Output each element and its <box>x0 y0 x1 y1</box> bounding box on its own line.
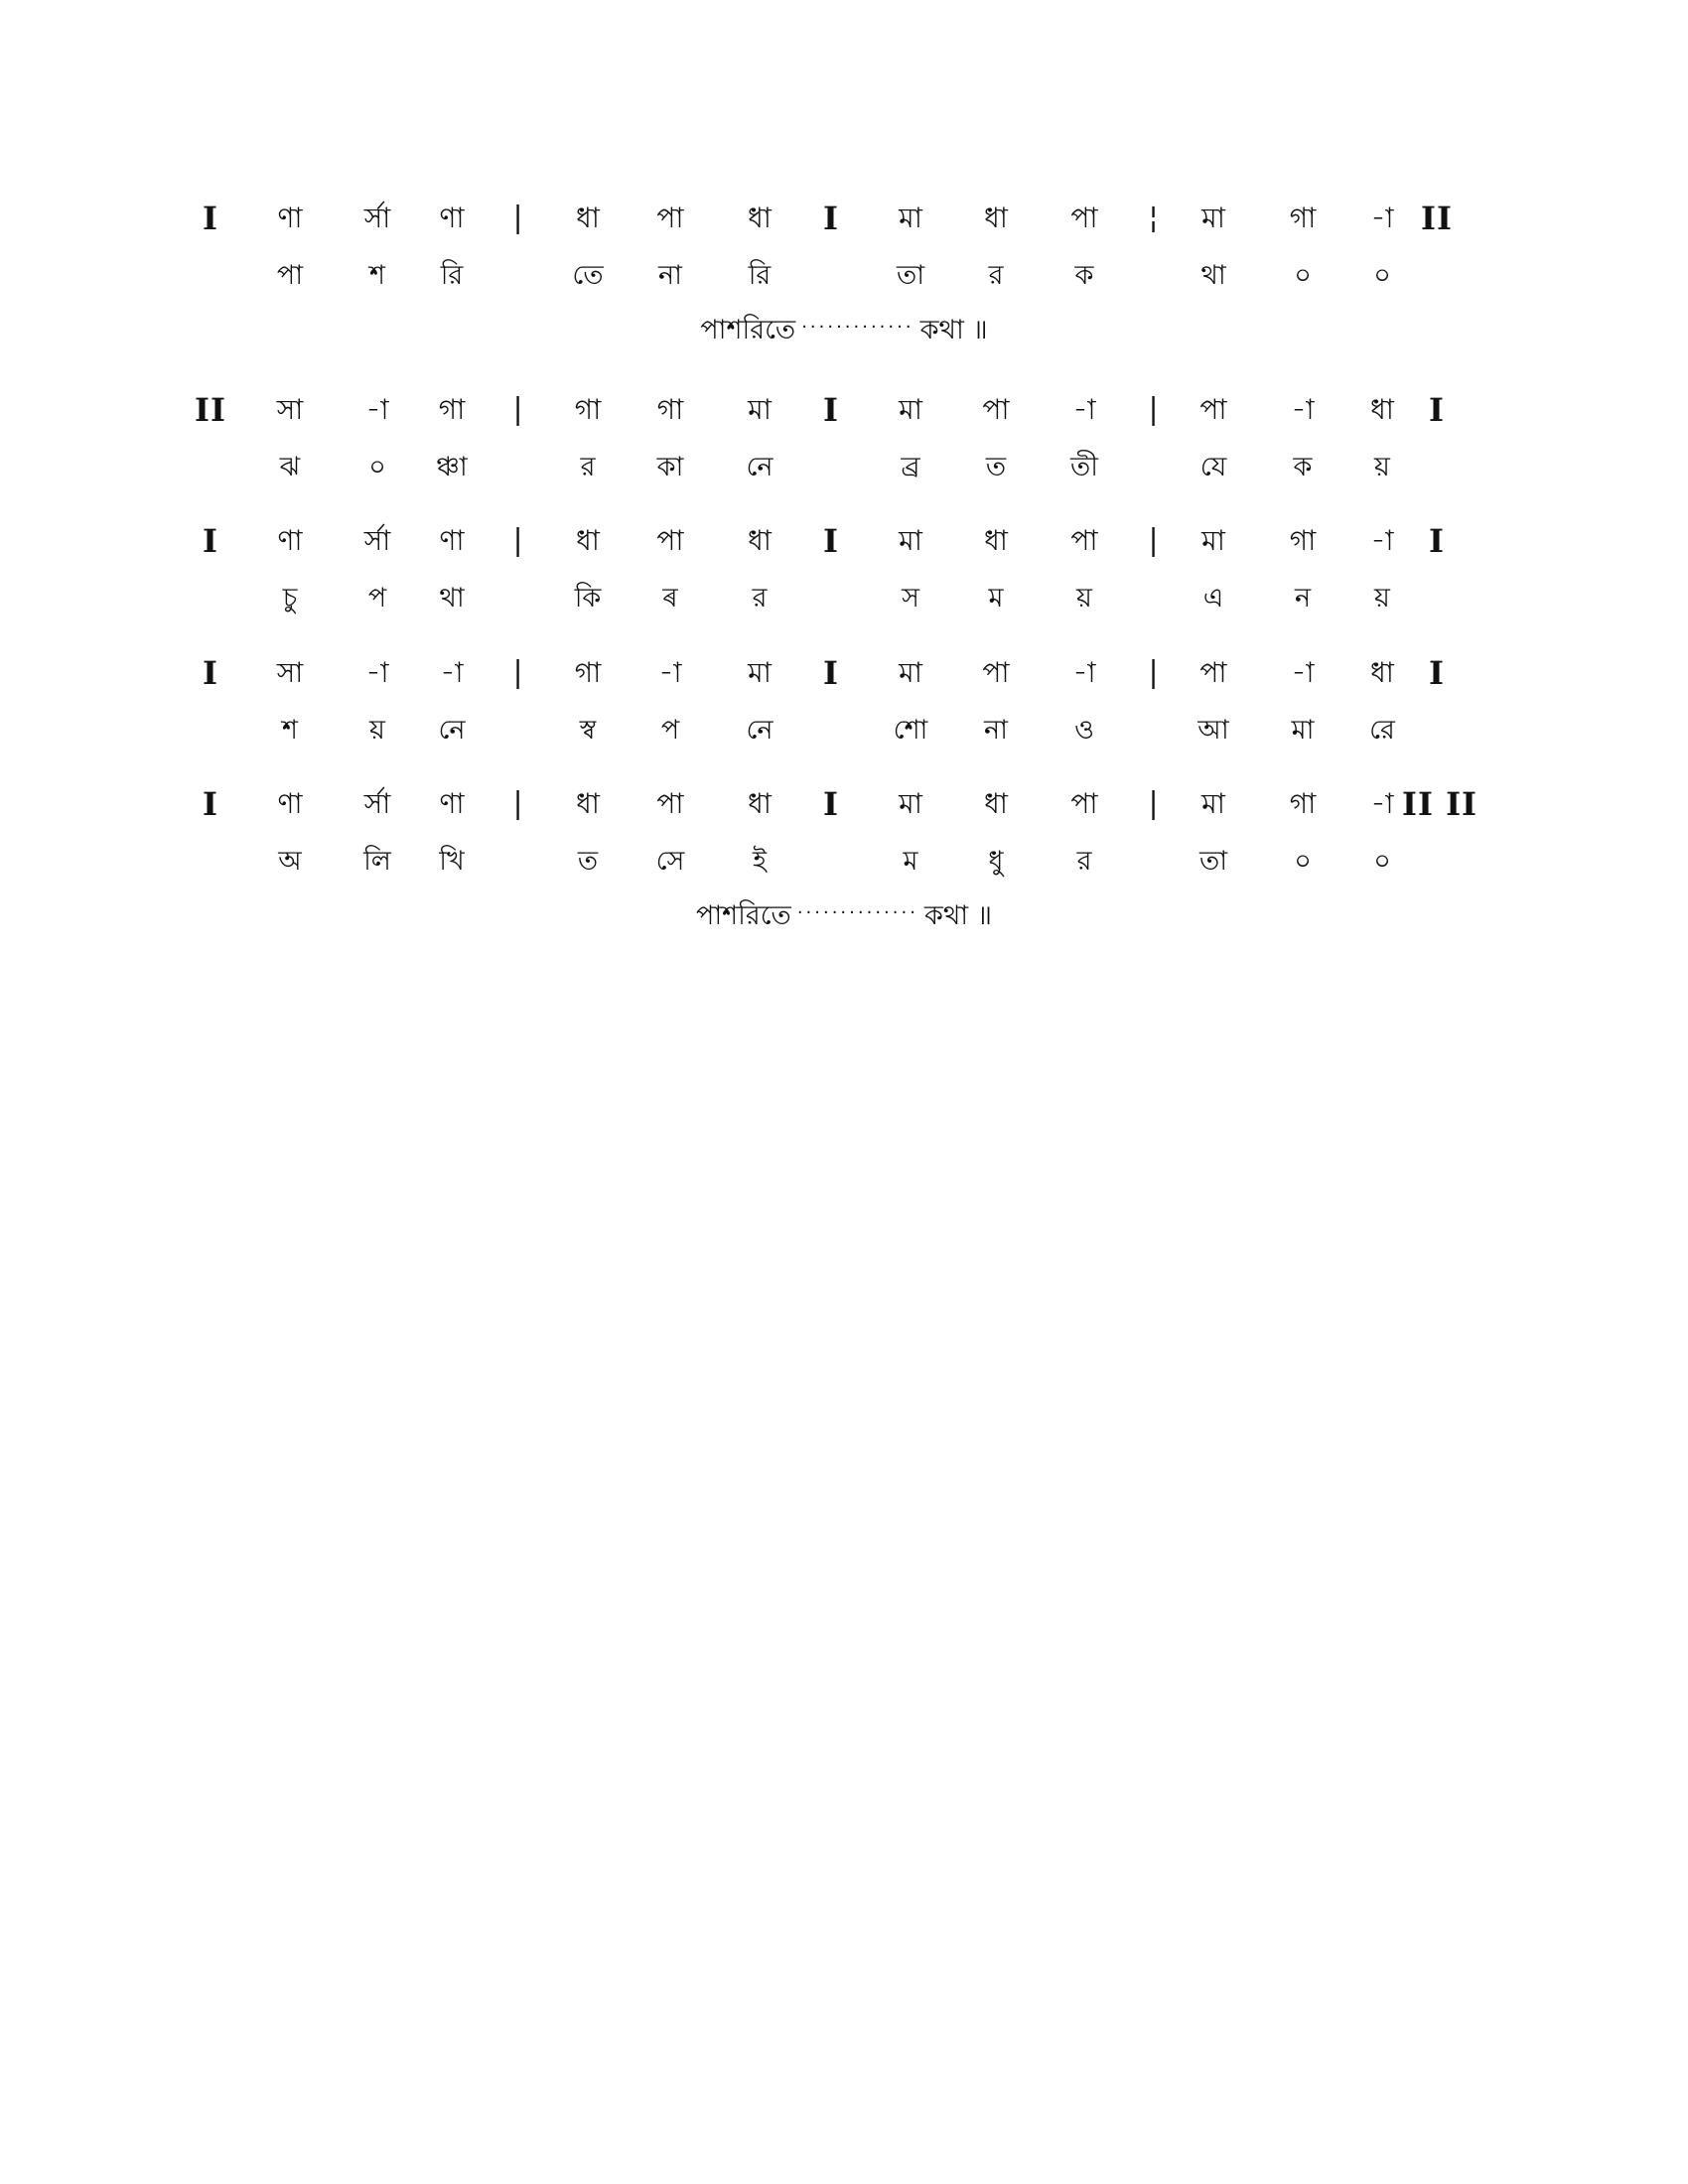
lyric-row <box>0 837 1688 887</box>
swara-note: ণা <box>439 787 465 820</box>
swara-note: পা <box>1070 787 1098 820</box>
lyric-row <box>0 251 1688 301</box>
lyric-syllable: র <box>1076 846 1092 877</box>
lyric-syllable: মা <box>1291 715 1315 746</box>
bar-line: I <box>823 785 839 823</box>
refrain-start: পাশরিতে <box>700 315 796 345</box>
bar-line: I <box>203 200 218 237</box>
bar-line: II II <box>1402 785 1478 823</box>
swara-note: র্সা <box>363 202 391 234</box>
swara-note: ধা <box>1370 656 1394 689</box>
bar-line: | <box>1148 523 1160 558</box>
swara-note: গা <box>656 393 684 426</box>
swara-note: -া <box>440 656 464 689</box>
swara-note: পা <box>656 202 684 234</box>
lyric-syllable: শ <box>282 715 298 746</box>
swara-note: ধা <box>576 524 600 557</box>
lyric-syllable: ম <box>988 583 1004 614</box>
bar-line: | <box>1148 392 1160 427</box>
lyric-syllable: রে <box>1369 715 1395 746</box>
lyric-syllable: ন <box>1294 583 1312 614</box>
lyric-syllable: যে <box>1199 452 1227 482</box>
lyric-syllable: চু <box>282 583 298 614</box>
swara-note: ণা <box>439 202 465 234</box>
refrain-line <box>0 893 1688 936</box>
refrain-line <box>0 308 1688 350</box>
swara-note: গা <box>574 656 602 689</box>
bar-line: | <box>512 786 524 821</box>
swara-row <box>0 779 1688 829</box>
swara-note: ধা <box>1370 393 1394 426</box>
bar-line: I <box>823 391 839 429</box>
swara-note: র্সা <box>363 787 391 820</box>
lyric-syllable: তী <box>1070 452 1098 482</box>
swara-note: ণা <box>439 524 465 557</box>
swara-row <box>0 194 1688 243</box>
swara-note: ধা <box>748 202 772 234</box>
lyric-syllable: রি <box>748 260 772 291</box>
lyric-syllable: ঝ <box>279 452 301 482</box>
lyric-syllable: ০ <box>1294 260 1312 291</box>
lyric-syllable: ক <box>1293 452 1313 482</box>
bar-line: I <box>203 654 218 692</box>
swara-note: ণা <box>277 787 303 820</box>
bar-line: | <box>1148 786 1160 821</box>
lyric-syllable: য় <box>1374 583 1390 614</box>
lyric-syllable: য় <box>1374 452 1390 482</box>
bar-line: I <box>823 522 839 560</box>
swara-note: মা <box>899 656 922 689</box>
swara-note: ধা <box>748 787 772 820</box>
bar-line: I <box>1429 654 1445 692</box>
bar-line: I <box>823 200 839 237</box>
bar-line: | <box>512 392 524 427</box>
lyric-syllable: এ <box>1202 583 1224 614</box>
lyric-syllable: না <box>984 715 1008 746</box>
refrain-end: কথা ॥ <box>923 900 992 931</box>
lyric-syllable: শ <box>369 260 385 291</box>
swara-note: পা <box>656 524 684 557</box>
swara-note: পা <box>982 393 1010 426</box>
lyric-syllable: ০ <box>1294 846 1312 877</box>
lyric-syllable: র <box>752 583 768 614</box>
swara-note: -া <box>1370 524 1394 557</box>
swara-note: পা <box>656 787 684 820</box>
swara-note: মা <box>899 202 922 234</box>
swara-note: -া <box>1291 393 1315 426</box>
swara-note: ধা <box>984 787 1008 820</box>
lyric-syllable: ০ <box>1373 260 1391 291</box>
lyric-syllable: তে <box>572 260 604 291</box>
swara-note: গা <box>574 393 602 426</box>
lyric-syllable: র <box>580 452 596 482</box>
lyric-syllable: ও <box>1074 715 1094 746</box>
swara-note: মা <box>748 393 772 426</box>
lyric-syllable: কা <box>656 452 684 482</box>
lyric-syllable: ম <box>903 846 918 877</box>
lyric-syllable: ০ <box>368 452 386 482</box>
swara-note: ণা <box>277 524 303 557</box>
lyric-syllable: না <box>658 260 682 291</box>
swara-note: -া <box>1370 787 1394 820</box>
swara-note: মা <box>899 524 922 557</box>
lyric-syllable: অ <box>278 846 302 877</box>
lyric-syllable: স <box>902 583 919 614</box>
swara-note: ধা <box>576 202 600 234</box>
bar-line: II <box>195 391 226 429</box>
bar-line: II <box>1421 200 1453 237</box>
swara-note: মা <box>899 787 922 820</box>
lyric-row <box>0 443 1688 492</box>
lyric-syllable: স্ব <box>579 715 597 746</box>
swara-note: গা <box>1289 787 1317 820</box>
bar-line: I <box>1429 391 1445 429</box>
bar-line: | <box>512 523 524 558</box>
swara-note: -া <box>1370 202 1394 234</box>
swara-note: পা <box>1199 656 1227 689</box>
swara-note: ধা <box>748 524 772 557</box>
swara-note: -া <box>1072 393 1096 426</box>
lyric-syllable: র <box>988 260 1004 291</box>
lyric-syllable: পা <box>276 260 304 291</box>
lyric-syllable: ই <box>752 846 768 877</box>
swara-note: র্সা <box>363 524 391 557</box>
swara-row <box>0 516 1688 566</box>
swara-note: মা <box>899 393 922 426</box>
lyric-syllable: ঞ্চা <box>436 452 468 482</box>
swara-row <box>0 648 1688 698</box>
swara-note: মা <box>1201 202 1225 234</box>
swara-note: -া <box>1291 656 1315 689</box>
swara-note: ধা <box>576 787 600 820</box>
swara-note: পা <box>982 656 1010 689</box>
swara-note: ধা <box>984 202 1008 234</box>
lyric-syllable: আ <box>1197 715 1229 746</box>
bar-line: I <box>203 522 218 560</box>
bar-line: I <box>1429 522 1445 560</box>
swara-note: ণা <box>277 202 303 234</box>
bar-line: | <box>1148 655 1160 690</box>
swara-note: গা <box>1289 524 1317 557</box>
swara-note: -া <box>365 656 389 689</box>
lyric-syllable: নে <box>438 715 466 746</box>
lyric-syllable: ক <box>1074 260 1094 291</box>
swara-note: ধা <box>984 524 1008 557</box>
lyric-row <box>0 706 1688 755</box>
lyric-syllable: তা <box>1198 846 1228 877</box>
swara-note: মা <box>1201 787 1225 820</box>
swara-note: সা <box>276 656 304 689</box>
lyric-syllable: তা <box>896 260 925 291</box>
lyric-syllable: ৰ <box>662 583 678 614</box>
lyric-syllable: য় <box>369 715 385 746</box>
swara-note: পা <box>1199 393 1227 426</box>
refrain-start: পাশরিতে <box>696 900 791 931</box>
bar-line: | <box>512 655 524 690</box>
lyric-syllable: শো <box>893 715 928 746</box>
swara-note: পা <box>1070 524 1098 557</box>
bar-line: | <box>512 201 524 235</box>
lyric-syllable: নে <box>746 715 774 746</box>
swara-note: গা <box>1289 202 1317 234</box>
lyric-syllable: কি <box>574 583 602 614</box>
swara-note: মা <box>748 656 772 689</box>
lyric-row <box>0 574 1688 623</box>
bar-line: I <box>203 785 218 823</box>
bar-line: I <box>823 654 839 692</box>
lyric-syllable: থা <box>439 583 465 614</box>
swara-note: -া <box>1072 656 1096 689</box>
lyric-syllable: য় <box>1076 583 1092 614</box>
swara-note: -া <box>365 393 389 426</box>
swara-row <box>0 385 1688 435</box>
lyric-syllable: প <box>660 715 680 746</box>
swara-note: গা <box>438 393 466 426</box>
lyric-syllable: ধু <box>988 846 1004 877</box>
lyric-syllable: প <box>367 583 387 614</box>
lyric-syllable: ব্র <box>901 452 920 482</box>
lyric-syllable: লি <box>363 846 391 877</box>
lyric-syllable: ০ <box>1373 846 1391 877</box>
lyric-syllable: ত <box>577 846 599 877</box>
swara-note: পা <box>1070 202 1098 234</box>
lyric-syllable: ত <box>985 452 1007 482</box>
lyric-syllable: থা <box>1200 260 1226 291</box>
swara-note: -া <box>658 656 682 689</box>
swara-note: সা <box>276 393 304 426</box>
lyric-syllable: নে <box>746 452 774 482</box>
refrain-dots: ·············· <box>796 902 918 923</box>
refrain-end: কথা ॥ <box>919 315 988 345</box>
lyric-syllable: খি <box>439 846 465 877</box>
refrain-dots: ············· <box>801 317 914 338</box>
bar-line: ¦ <box>1148 201 1160 235</box>
lyric-syllable: রি <box>440 260 464 291</box>
swara-note: মা <box>1201 524 1225 557</box>
lyric-syllable: সে <box>655 846 685 877</box>
